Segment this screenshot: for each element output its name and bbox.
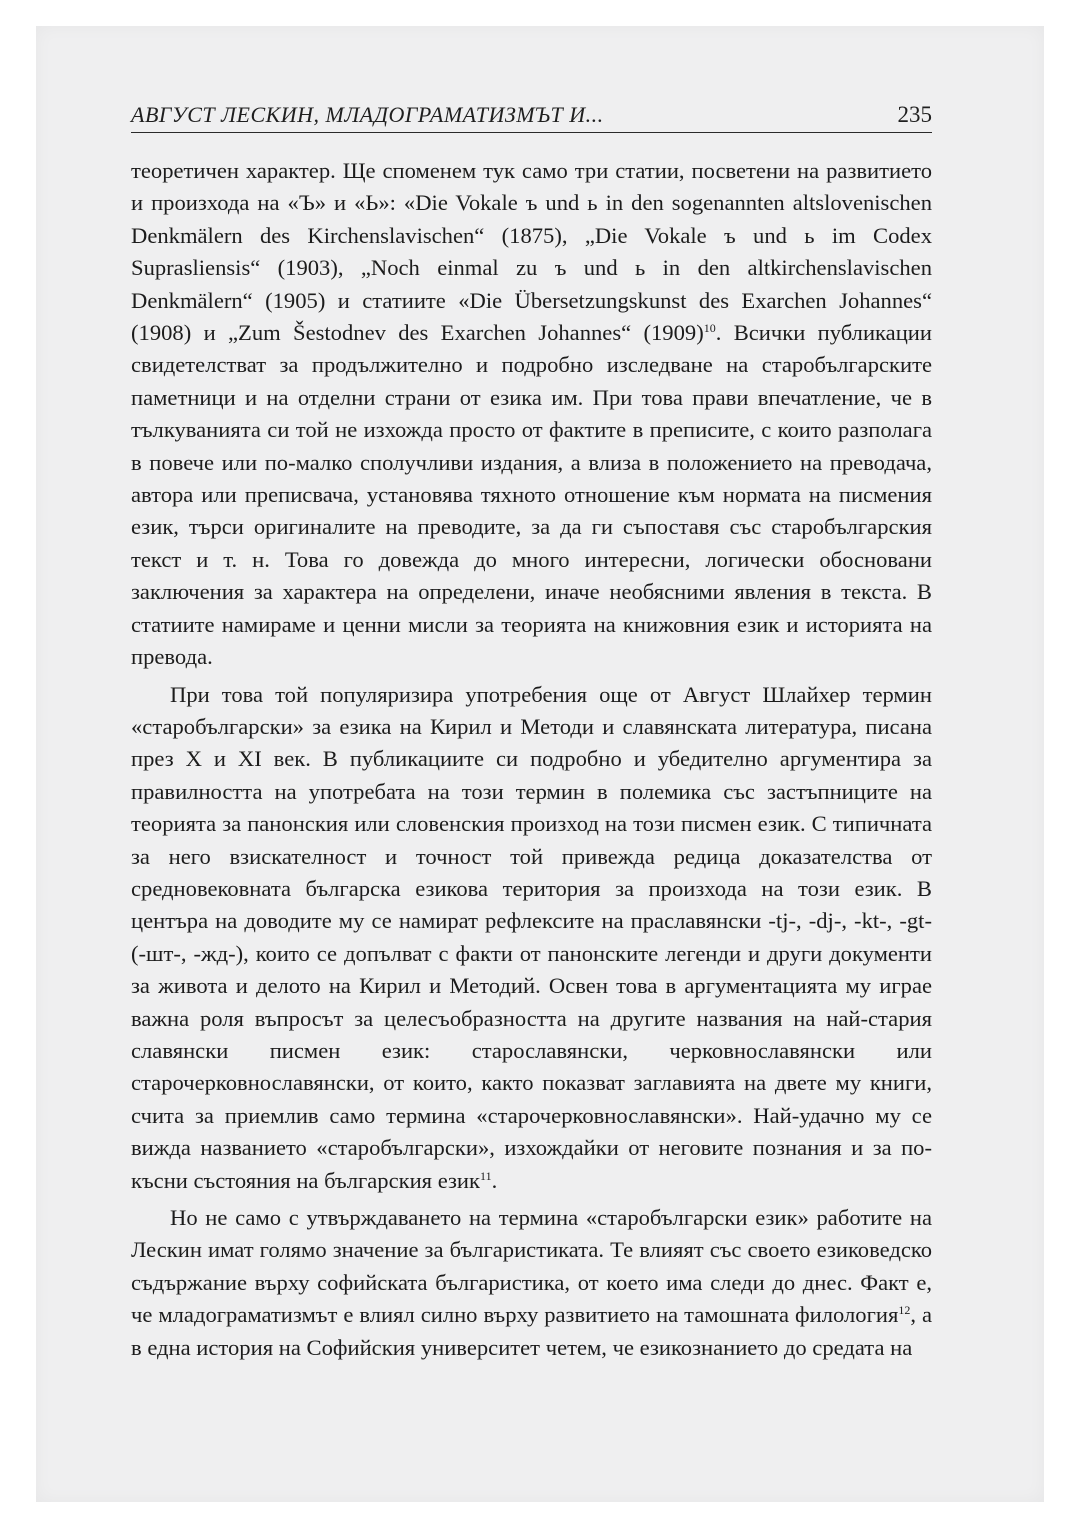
paragraph-text: . (491, 1167, 498, 1193)
paragraph-text: . Всички публикации свидетелстват за продължително и подробно изследване на старобългарските паметници и на отделни страни от езика им. При това прави впечатление, че в тълкуванията си той не изхожда просто от фактите в преписите, с които разполага в повече или по-малко сполучливи издания, а влиза в положението на преводача, автора или преписвача, установява тяхното отношение към нормата на писмения език, търси оригиналите на преводите, за да ги съпоставя със старобългарския текст и т. н. Това го довежда до много интересни, логически обосновани заключения за характера на определени, иначе необясними явления в текста. В статиите намираме и ценни мисли за теорията на книжовния език и историята на превода. (131, 320, 932, 670)
body-text (131, 155, 932, 1364)
paragraph-text: При това той популяризира употребения още от Август Шлайхер термин «старобългарски» за езика на Кирил и Методи и славянската литература, писана през X и XI век. В публикациите си подробно и убедително аргументира за правилността на употребата на този термин в полемика със застъпниците на теорията за панонския или словенския произход на този писмен език. С типичната за него взискателност и точност той привежда редица доказателства от средновековната българска езикова територия за произхода на този език. В центъра на доводите му се намират рефлексите на праславянски -tj-, -dj-, -kt-, -gt- (-шт-, -жд-), които се допълват с факти от панонските легенди и други документи за живота и делото на Кирил и Методий. Освен това в аргументацията му играе важна роля въпросът за целесъобразността на другите названия на най-стария славянски писмен език: старославянски, черковнославянски или старочерковнославянски, от които, както показват заглавията на двете му книги, счита за приемлив само термина «старочерковнославянски». Най-удачно му се вижда названието «старобългарски», изхождайки от неговите познания и за покъсни състояния на българския език (131, 681, 932, 1193)
footnote-ref-11: 11 (480, 1168, 492, 1183)
paragraph-1 (131, 155, 932, 674)
footnote-ref-10: 10 (703, 321, 716, 336)
page-number: 235 (897, 102, 932, 127)
paragraph-3 (131, 1202, 932, 1364)
paragraph-2 (131, 679, 932, 1198)
running-title: АВГУСТ ЛЕСКИН, МЛАДОГРАМАТИЗМЪТ И... (131, 102, 604, 127)
running-header (131, 98, 932, 133)
footnote-ref-12: 12 (898, 1303, 911, 1318)
paragraph-text: теоретичен характер. Ще споменем тук само три статии, посветени на развитието и произхода на «Ъ» и «Ь»: «Die Vokale ъ und ь in den sogenannten altslovenischen Denkmälern des Kirchenslavischen“ (1875), „Die Vokale ъ und ь im Codex Suprasliensis“ (1903), „Noch einmal zu ъ und ь in den altkirchenslavischen Denkmälern“ (1905) и статиите «Die Übersetzungskunst des Exarchen Johannes“ (1908) и „Zum Šestodnev des Exarchen Johannes“ (1909) (131, 158, 932, 346)
paragraph-text: , а в една история на Софийския университет четем, че езикознанието до средата на (131, 1302, 932, 1360)
paragraph-text: Но не само с утвърждаването на термина «старобългарски език» работите на Лескин имат голямо значение за българистиката. Те влияят със своето езиковедско съдържание върху софийската българистика, от което има следи до днес. Факт е, че младограматизмът е влиял силно върху развитието на тамошната филология (131, 1205, 932, 1328)
